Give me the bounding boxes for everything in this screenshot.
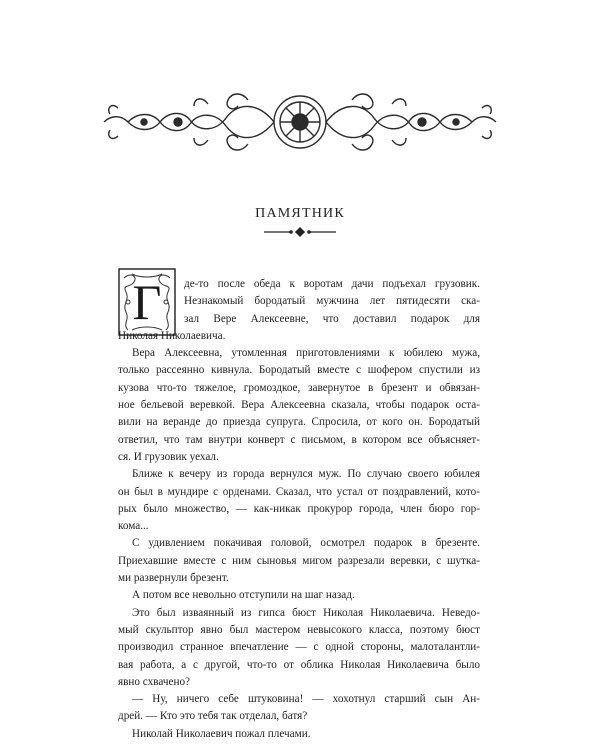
text-line: де-то после обеда к воротам дачи подъехал грузовик. xyxy=(184,278,480,290)
text-line: вая работа, а с другой, что-то от облика Николая Николаевича было xyxy=(118,658,480,671)
text-line: кома... xyxy=(118,520,149,533)
text-line: С удивлением покачивая головой, осмотрел подарок в брезенте. xyxy=(132,537,480,550)
text-line: мый скульптор явно был мастером невысокого класса, поэтому бюст xyxy=(118,623,480,636)
text-line: Приехавшие вместе с ним сыновья мигом разрезали веревки, с шутка- xyxy=(118,554,480,567)
text-line: ми развернули брезент. xyxy=(118,572,229,585)
title-divider-icon xyxy=(262,226,338,238)
text-line: кузова что-то тяжелое, громоздкое, завернутое в брезент и обвязан- xyxy=(118,381,480,394)
text-line: вили на веранде до приезда супруга. Спросила, от кого он. Бородатый xyxy=(118,416,480,429)
body-text xyxy=(118,276,480,743)
text-line: он был в мундире с орденами. Сказал, что устал от поздравлений, кото- xyxy=(118,485,480,498)
text-line: ответил, что там внутри конверт с письмом, в котором все объясняет- xyxy=(118,433,480,446)
text-line: Незнакомый бородатый мужчина лет пятидесяти ска- xyxy=(184,295,480,308)
text-line: ное бельевой веревкой. Вера Алексеевна сказала, чтобы подарок оста- xyxy=(118,399,480,412)
drop-cap-letter: Г xyxy=(132,274,162,330)
text-line: явно схвачено? xyxy=(118,675,191,688)
text-line: — Ну, ничего себе штуковина! — хохотнул старший сын Ан- xyxy=(132,693,480,706)
text-line: производил странное впечатление — с одной стороны, малоталантли- xyxy=(118,641,480,654)
text-line: Это был изваянный из гипса бюст Николая Николаевича. Неведо- xyxy=(132,606,480,619)
text-line: Ближе к вечеру из города вернулся муж. По случаю своего юбилея xyxy=(132,468,480,481)
text-line: Николай Николаевич пожал плечами. xyxy=(132,727,311,740)
text-line: Вера Алексеевна, утомленная приготовлениями к юбилею мужа, xyxy=(132,347,480,360)
text-line: дрей. — Кто это тебя так отделал, батя? xyxy=(118,710,308,723)
text-line: только рассеянно кивнула. Бородатый вместе с шофером спустили из xyxy=(118,364,480,377)
text-line: Николая Николаевича. xyxy=(118,329,226,342)
ornament-band-icon xyxy=(98,82,502,162)
text-line: А потом все невольно отступили на шаг назад. xyxy=(132,589,355,602)
chapter-title: ПАМЯТНИК xyxy=(255,206,345,221)
text-line: зал Вере Алексеевне, что доставил подарок для xyxy=(184,312,480,325)
text-line: рых было множество, — как-никак прокурор города, член бюро гор- xyxy=(118,502,480,515)
text-line: ся. И грузовик уехал. xyxy=(118,450,219,463)
